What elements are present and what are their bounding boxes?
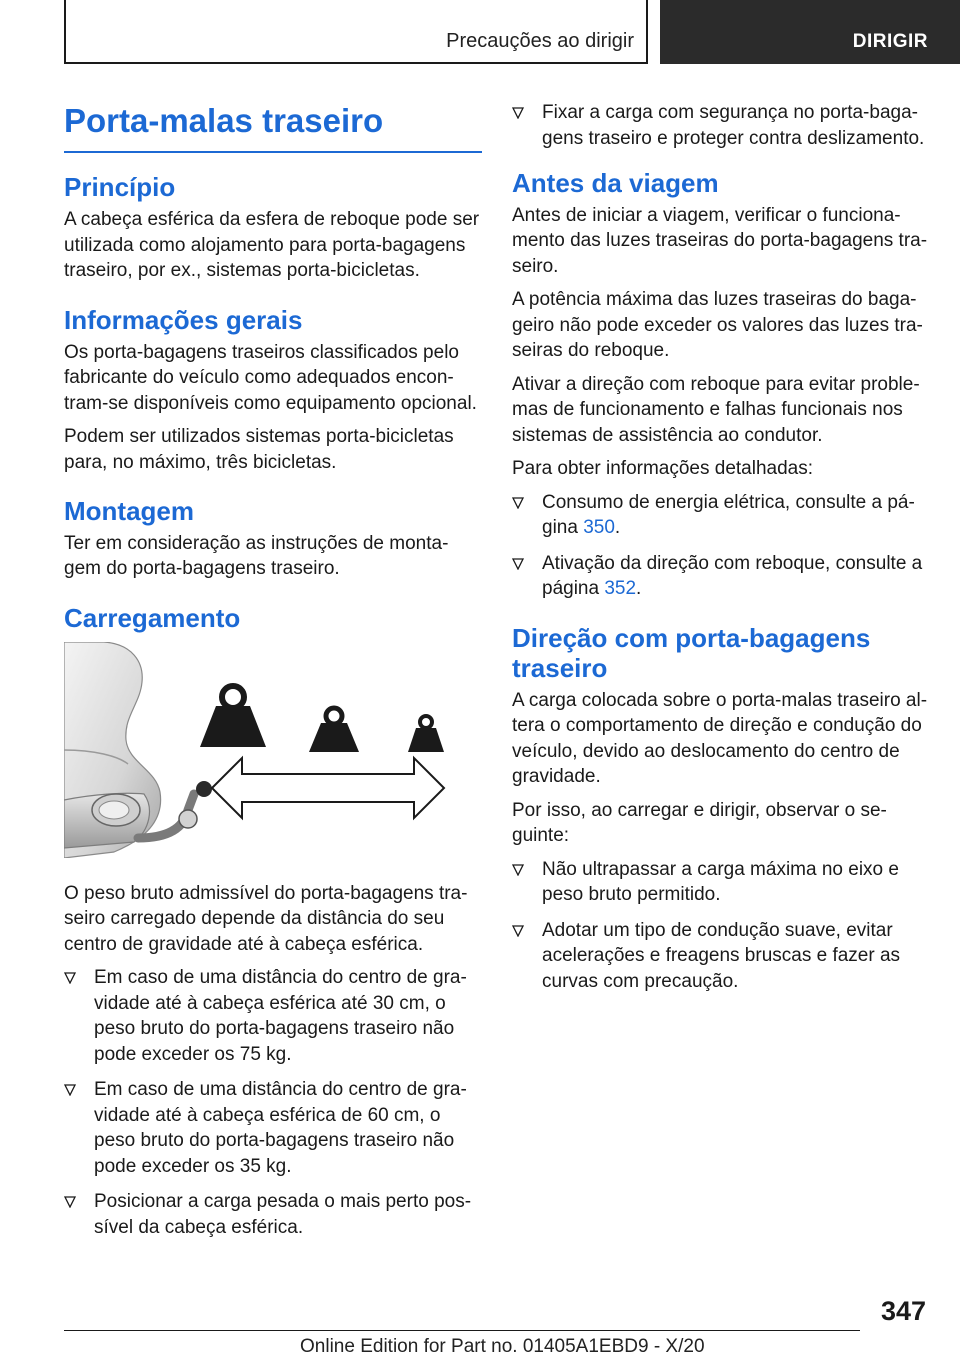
triangle-bullet-icon	[512, 558, 524, 570]
direcao-paragraph-2: Por isso, ao carregar e dirigir, observar o se-guinte:	[512, 799, 887, 847]
heading-direcao-com-porta-bagagens: Direção com porta-bagagens traseiro	[512, 622, 871, 683]
list-item	[64, 1189, 482, 1240]
section-principio	[64, 173, 482, 283]
triangle-bullet-icon	[512, 864, 524, 876]
section-montagem	[64, 497, 482, 582]
section-direcao-com-porta-bagagens	[512, 624, 932, 994]
page-link-352[interactable]: 352	[604, 578, 637, 600]
car-rear-icon	[64, 642, 161, 858]
list-item	[512, 857, 932, 908]
montagem-text: Ter em consideração as instruções de monta-gem do porta-bagagens traseiro.	[64, 532, 449, 580]
left-column	[64, 100, 482, 1250]
direcao-bullet-list	[512, 857, 932, 995]
top-bullet-list	[512, 100, 932, 151]
triangle-bullet-icon	[512, 107, 524, 119]
header-title: Precauções ao dirigir	[446, 30, 634, 52]
page-number: 347	[880, 1296, 926, 1326]
bullet-text: Adotar um tipo de condução suave, evitar acelerações e freagens bruscas e fazer as curvas com precaução.	[542, 919, 901, 992]
antes-paragraph-2: A potência máxima das luzes traseiras do baga-geiro não pode exceder os valores das luzes tra-seiras do reboque.	[512, 289, 923, 362]
bullet-text: Posicionar a carga pesada o mais perto pos-sível da cabeça esférica.	[94, 1191, 472, 1238]
header-section-label: DIRIGIR	[852, 31, 928, 52]
heading-principio: Princípio	[64, 172, 176, 203]
bullet-text: Ativação da direção com reboque, consulte a página	[542, 552, 923, 600]
list-item	[512, 100, 932, 151]
heading-montagem: Montagem	[64, 496, 194, 527]
antes-paragraph-1: Antes de iniciar a viagem, verificar o funciona-mento das luzes traseiras do porta-bagagens tra-seiro.	[512, 204, 928, 277]
heading-antes-da-viagem: Antes da viagem	[512, 168, 719, 198]
list-item	[512, 490, 932, 541]
page-title: Porta-malas traseiro	[64, 100, 482, 153]
triangle-bullet-icon	[64, 1084, 76, 1096]
bullet-text: Consumo de energia elétrica, consulte a pá-gina	[542, 491, 915, 539]
carregamento-bullet-list	[64, 965, 482, 1240]
footer-edition-text: Online Edition for Part no. 01405A1EBD9 - X/20	[300, 1336, 705, 1357]
heading-informacoes-gerais: Informações gerais	[64, 304, 303, 335]
antes-paragraph-3: Ativar a direção com reboque para evitar proble-mas de funcionamento e falhas funcionais nos sistemas de assistência ao condutor.	[512, 373, 920, 446]
triangle-bullet-icon	[64, 972, 76, 984]
bullet-text: Em caso de uma distância do centro de gra-vidade até à cabeça esférica até 30 cm, o peso bruto do porta-bagagens traseiro não pode exceder os 75 kg.	[94, 967, 467, 1065]
info-paragraph-1: Os porta-bagagens traseiros classificados pelo fabricante do veículo como adequados encon-tram-se disponíveis como equipamento opcional.	[64, 341, 477, 414]
footer-divider	[64, 1330, 860, 1331]
triangle-bullet-icon	[512, 925, 524, 937]
list-item	[512, 551, 932, 602]
direcao-paragraph-1: A carga colocada sobre o porta-malas traseiro al-tera o comportamento de direção e condução do veículo, devido ao deslocamento do centro de gravidade.	[512, 689, 928, 788]
weight-small-icon	[408, 716, 444, 752]
antes-bullet-list	[512, 490, 932, 602]
double-arrow-icon	[212, 758, 444, 818]
info-paragraph-2: Podem ser utilizados sistemas porta-bicicletas para, no máximo, três bicicletas.	[64, 426, 454, 473]
heading-carregamento: Carregamento	[64, 602, 241, 633]
bullet-period: .	[636, 578, 642, 600]
weight-large-icon	[200, 686, 266, 747]
triangle-bullet-icon	[64, 1196, 76, 1208]
list-item	[512, 918, 932, 995]
triangle-bullet-icon	[512, 497, 524, 509]
weight-medium-icon	[309, 708, 359, 752]
list-item	[64, 965, 482, 1067]
section-carregamento	[64, 604, 482, 1240]
carregamento-text: O peso bruto admissível do porta-bagagens tra-seiro carregado depende da distância do seu centro de gravidade até à cabeça esférica.	[64, 882, 468, 955]
bullet-text: Não ultrapassar a carga máxima no eixo e peso bruto permitido.	[542, 858, 899, 906]
right-column	[512, 100, 932, 1004]
antes-paragraph-4: Para obter informações detalhadas:	[512, 458, 814, 480]
principio-text: A cabeça esférica da esfera de reboque pode ser utilizada como alojamento para porta-bagagens traseiro, por ex., sistemas porta-bicicletas.	[64, 209, 480, 282]
bullet-period: .	[614, 517, 621, 539]
bullet-text: Fixar a carga com segurança no porta-baga-gens traseiro e proteger contra deslizamento.	[542, 102, 925, 149]
bullet-text: Em caso de uma distância do centro de gra-vidade até à cabeça esférica de 60 cm, o peso bruto do porta-bagagens traseiro não pode exceder os 35 kg.	[94, 1079, 467, 1177]
header-section-tab	[660, 0, 960, 64]
section-antes-da-viagem	[512, 169, 932, 602]
list-item	[64, 1077, 482, 1179]
section-informacoes-gerais	[64, 306, 482, 475]
header-frame	[64, 0, 648, 64]
tow-ball-load-illustration	[64, 642, 482, 858]
page-link-350[interactable]: 350	[583, 517, 615, 539]
